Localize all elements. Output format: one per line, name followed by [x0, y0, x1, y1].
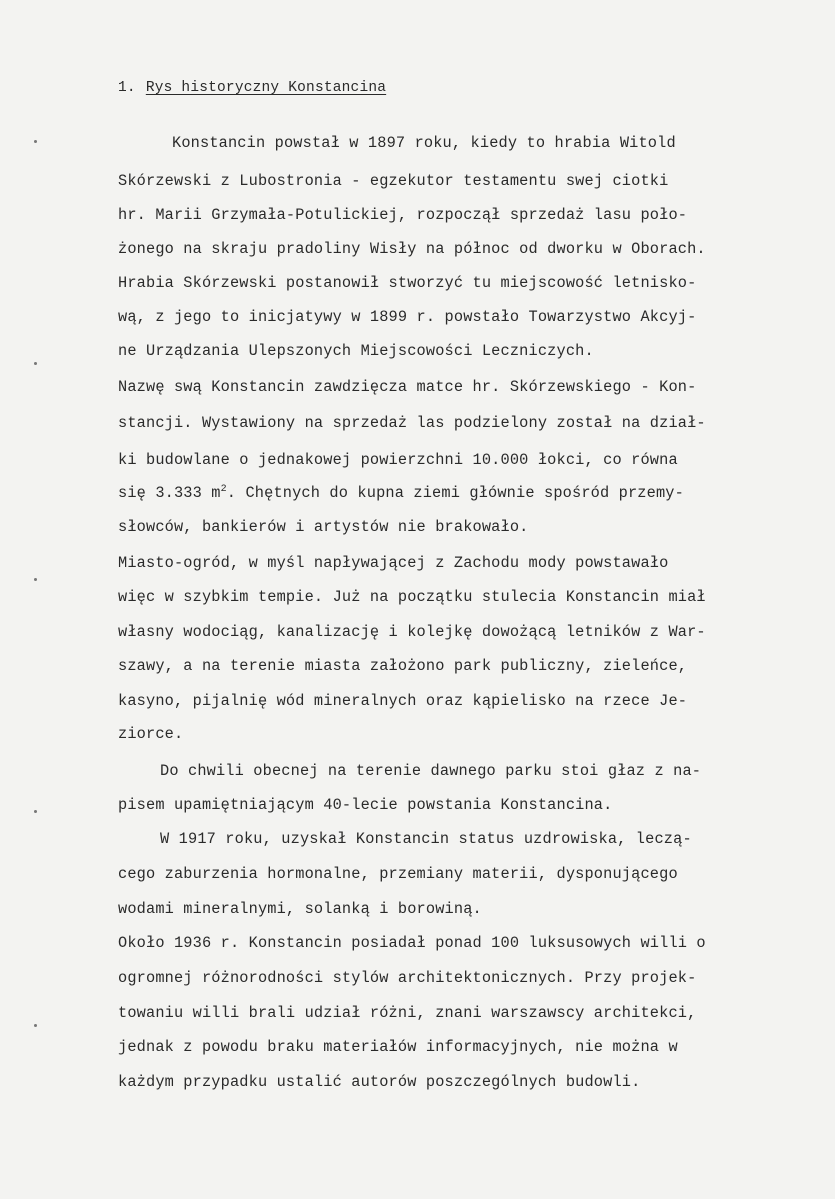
- text-line: ogromnej różnorodności stylów architektonicznych. Przy projek-: [118, 969, 697, 987]
- text-line: hr. Marii Grzymała-Potulickiej, rozpoczął sprzedaż lasu poło-: [118, 206, 688, 224]
- text-line: towaniu willi brali udział różni, znani warszawscy architekci,: [118, 1004, 697, 1022]
- superscript-2: 2: [220, 484, 227, 495]
- margin-mark: [34, 140, 37, 143]
- section-number: 1.: [118, 80, 136, 96]
- text-continuation: . Chętnych do kupna ziemi głównie spośród przemy-: [226, 484, 684, 502]
- margin-mark: [34, 1024, 37, 1027]
- text-line: W 1917 roku, uzyskał Konstancin status uzdrowiska, leczą-: [160, 830, 692, 848]
- text-line: Miasto-ogród, w myśl napływającej z Zachodu mody powstawało: [118, 554, 669, 572]
- text-line: jednak z powodu braku materiałów informacyjnych, nie można w: [118, 1038, 678, 1056]
- margin-mark: [34, 362, 37, 365]
- text-line: szawy, a na terenie miasta założono park publiczny, zieleńce,: [118, 657, 688, 675]
- text-line: każdym przypadku ustalić autorów poszczególnych budowli.: [118, 1073, 641, 1091]
- text-line: ziorce.: [118, 725, 184, 743]
- text-line: Skórzewski z Lubostronia - egzekutor testamentu swej ciotki: [118, 172, 669, 190]
- text-line: wą, z jego to inicjatywy w 1899 r. powstało Towarzystwo Akcyj-: [118, 308, 697, 326]
- text-line: własny wodociąg, kanalizację i kolejkę dowożącą letników z War-: [118, 623, 706, 641]
- text-line: żonego na skraju pradoliny Wisły na północ od dworku w Oborach.: [118, 240, 706, 258]
- text-line: kasyno, pijalnię wód mineralnych oraz kąpielisko na rzece Je-: [118, 692, 688, 710]
- text-line: więc w szybkim tempie. Już na początku stulecia Konstancin miał: [118, 588, 706, 606]
- text-line: słowców, bankierów i artystów nie brakowało.: [118, 518, 529, 536]
- text-line: Około 1936 r. Konstancin posiadał ponad 100 luksusowych willi o: [118, 934, 706, 952]
- text-line: wodami mineralnymi, solanką i borowiną.: [118, 900, 482, 918]
- text-line: Hrabia Skórzewski postanowił stworzyć tu miejscowość letnisko-: [118, 274, 697, 292]
- text-line: cego zaburzenia hormonalne, przemiany materii, dysponującego: [118, 865, 678, 883]
- text-line: [118, 484, 684, 502]
- text-line: ki budowlane o jednakowej powierzchni 10.000 łokci, co równa: [118, 451, 678, 469]
- text-line: pisem upamiętniającym 40-lecie powstania Konstancina.: [118, 796, 613, 814]
- area-value: się 3.333 m: [118, 484, 221, 502]
- text-line: stancji. Wystawiony na sprzedaż las podzielony został na dział-: [118, 414, 706, 432]
- text-line: Nazwę swą Konstancin zawdzięcza matce hr. Skórzewskiego - Kon-: [118, 378, 697, 396]
- section-title: Rys historyczny Konstancina: [145, 80, 387, 96]
- text-line: Do chwili obecnej na terenie dawnego parku stoi głaz z na-: [160, 762, 702, 780]
- text-line: ne Urządzania Ulepszonych Miejscowości Leczniczych.: [118, 342, 594, 360]
- text-line: Konstancin powstał w 1897 roku, kiedy to hrabia Witold: [172, 134, 676, 152]
- margin-mark: [34, 810, 37, 813]
- margin-mark: [34, 578, 37, 581]
